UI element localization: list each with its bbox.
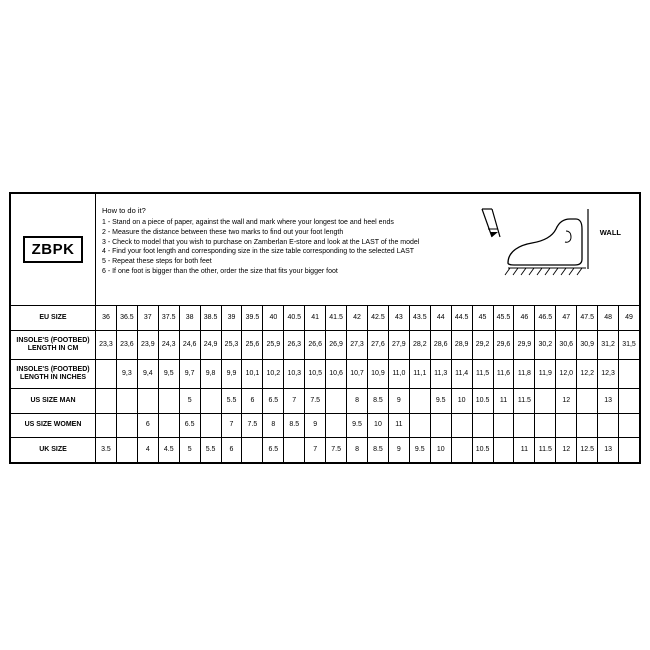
cell: 29,9 [514,330,535,359]
cell: 10,9 [367,359,388,388]
cell: 44 [430,306,451,331]
cell: 10,2 [263,359,284,388]
cell: 9 [388,389,409,414]
cell: 27,9 [388,330,409,359]
cell: 30,6 [556,330,577,359]
how-to-step: 1 - Stand on a piece of paper, against the wall and mark where your longest toe and heel ends [102,218,394,226]
cell [577,389,598,414]
cell: 6.5 [263,389,284,414]
cell [326,413,347,438]
cell [116,413,137,438]
cell [242,438,263,463]
cell: 46 [514,306,535,331]
cell [158,389,179,414]
how-to-step: 2 - Measure the distance between these two marks to find out your foot length [102,228,344,236]
cell: 3.5 [96,438,117,463]
cell: 39 [221,306,242,331]
cell: 46.5 [535,306,556,331]
cell: 8.5 [367,438,388,463]
row-label-us-women: US SIZE WOMEN [11,413,96,438]
cell: 7.5 [326,438,347,463]
cell: 11,5 [472,359,493,388]
cell: 25,6 [242,330,263,359]
cell: 7 [221,413,242,438]
cell [472,413,493,438]
cell: 6.5 [179,413,200,438]
cell [326,389,347,414]
cell: 9,9 [221,359,242,388]
cell: 26,9 [326,330,347,359]
cell: 9.5 [430,389,451,414]
how-to-instructions [96,194,640,306]
cell [430,413,451,438]
cell: 11.5 [514,389,535,414]
cell: 26,3 [284,330,305,359]
cell: 7.5 [305,389,326,414]
cell: 28,6 [430,330,451,359]
cell: 28,2 [409,330,430,359]
cell: 10,6 [326,359,347,388]
cell: 10,5 [305,359,326,388]
cell [200,389,221,414]
table-row [11,306,640,331]
cell: 11 [514,438,535,463]
cell: 10,1 [242,359,263,388]
cell: 31,5 [619,330,640,359]
foot-outline-icon [508,219,582,265]
cell [577,413,598,438]
cell: 6 [137,413,158,438]
cell [451,438,472,463]
cell [619,413,640,438]
table-row [11,413,640,438]
cell: 23,3 [96,330,117,359]
cell: 6 [242,389,263,414]
cell: 12,3 [598,359,619,388]
cell [96,413,117,438]
cell: 9,7 [179,359,200,388]
cell: 37 [137,306,158,331]
cell [116,438,137,463]
cell: 47.5 [577,306,598,331]
row-label-insole-inches: INSOLE'S (FOOTBED) LENGTH IN INCHES [11,359,96,388]
cell: 10,7 [347,359,368,388]
cell: 30,9 [577,330,598,359]
wall-label: WALL [599,228,621,238]
cell: 24,3 [158,330,179,359]
cell: 11,6 [493,359,514,388]
cell [619,359,640,388]
cell: 28,9 [451,330,472,359]
size-chart-table [10,193,640,463]
cell: 12,0 [556,359,577,388]
cell: 8.5 [284,413,305,438]
cell: 40.5 [284,306,305,331]
cell: 7 [305,438,326,463]
cell: 10 [451,389,472,414]
cell: 48 [598,306,619,331]
cell: 5.5 [221,389,242,414]
cell: 5 [179,389,200,414]
foot-measure-diagram [468,207,623,292]
how-to-step: 3 - Check to model that you wish to purchase on Zamberlan E-store and look at the LAST of the model [102,238,420,246]
cell [493,413,514,438]
cell: 9.5 [409,438,430,463]
cell: 23,9 [137,330,158,359]
cell: 12 [556,438,577,463]
cell: 12.5 [577,438,598,463]
cell: 37.5 [158,306,179,331]
cell: 4.5 [158,438,179,463]
cell [598,413,619,438]
cell: 40 [263,306,284,331]
cell: 9,8 [200,359,221,388]
cell: 36.5 [116,306,137,331]
table-row [11,438,640,463]
cell: 6.5 [263,438,284,463]
cell: 41.5 [326,306,347,331]
cell: 11,9 [535,359,556,388]
cell: 11.5 [535,438,556,463]
cell [451,413,472,438]
cell [116,389,137,414]
foot-diagram-svg [468,207,623,292]
cell: 5 [179,438,200,463]
cell: 10,3 [284,359,305,388]
cell [284,438,305,463]
pencil-icon [482,209,500,237]
cell: 9,3 [116,359,137,388]
cell [556,413,577,438]
size-chart-container [9,192,641,464]
cell: 13 [598,438,619,463]
cell: 9 [388,438,409,463]
how-to-step: 5 - Repeat these steps for both feet [102,258,212,266]
table-row [11,359,640,388]
how-to-step: 6 - If one foot is bigger than the other, order the size that fits your bigger foot [102,268,338,276]
logo-cell [11,194,96,306]
cell: 47 [556,306,577,331]
chart-header-row [11,194,640,306]
cell: 10 [367,413,388,438]
cell: 26,6 [305,330,326,359]
how-to-step: 4 - Find your foot length and corresponding size in the size table corresponding to the selected LAST [102,248,415,256]
cell: 13 [598,389,619,414]
cell [96,359,117,388]
row-label-us-man: US SIZE MAN [11,389,96,414]
cell: 38 [179,306,200,331]
cell [200,413,221,438]
cell: 11 [493,389,514,414]
cell [137,389,158,414]
table-row [11,389,640,414]
cell [409,413,430,438]
cell: 11,4 [451,359,472,388]
cell: 8 [347,389,368,414]
row-label-uk-size: UK SIZE [11,438,96,463]
cell: 10 [430,438,451,463]
cell: 11,3 [430,359,451,388]
cell: 11,1 [409,359,430,388]
zbpk-logo: ZBPK [23,236,84,263]
cell: 9.5 [347,413,368,438]
cell: 8 [347,438,368,463]
cell: 43 [388,306,409,331]
cell: 27,6 [367,330,388,359]
cell: 5.5 [200,438,221,463]
cell [514,413,535,438]
cell: 8.5 [367,389,388,414]
cell: 9,4 [137,359,158,388]
cell: 44.5 [451,306,472,331]
cell [409,389,430,414]
cell: 23,6 [116,330,137,359]
cell [535,389,556,414]
row-label-insole-cm: INSOLE'S (FOOTBED) LENGTH IN CM [11,330,96,359]
cell: 38.5 [200,306,221,331]
cell: 39.5 [242,306,263,331]
cell: 12 [556,389,577,414]
cell: 30,2 [535,330,556,359]
cell: 29,6 [493,330,514,359]
cell: 24,9 [200,330,221,359]
cell: 10.5 [472,438,493,463]
cell: 25,9 [263,330,284,359]
cell: 42.5 [367,306,388,331]
cell: 25,3 [221,330,242,359]
cell: 24,6 [179,330,200,359]
cell: 11 [388,413,409,438]
cell: 43.5 [409,306,430,331]
cell: 11,8 [514,359,535,388]
cell: 8 [263,413,284,438]
cell: 10.5 [472,389,493,414]
cell: 29,2 [472,330,493,359]
cell [96,389,117,414]
how-to-title: How to do it? [102,206,146,216]
cell [158,413,179,438]
cell: 11,0 [388,359,409,388]
row-label-eu-size: EU SIZE [11,306,96,331]
cell [619,389,640,414]
cell [535,413,556,438]
cell: 49 [619,306,640,331]
cell: 31,2 [598,330,619,359]
cell: 45 [472,306,493,331]
cell: 36 [96,306,117,331]
cell: 7 [284,389,305,414]
table-row [11,330,640,359]
cell: 27,3 [347,330,368,359]
cell [493,438,514,463]
cell: 6 [221,438,242,463]
cell [619,438,640,463]
cell: 4 [137,438,158,463]
cell: 9 [305,413,326,438]
cell: 45.5 [493,306,514,331]
cell: 12,2 [577,359,598,388]
cell: 9,5 [158,359,179,388]
ground-hatching [505,268,586,275]
cell: 42 [347,306,368,331]
cell: 41 [305,306,326,331]
cell: 7.5 [242,413,263,438]
